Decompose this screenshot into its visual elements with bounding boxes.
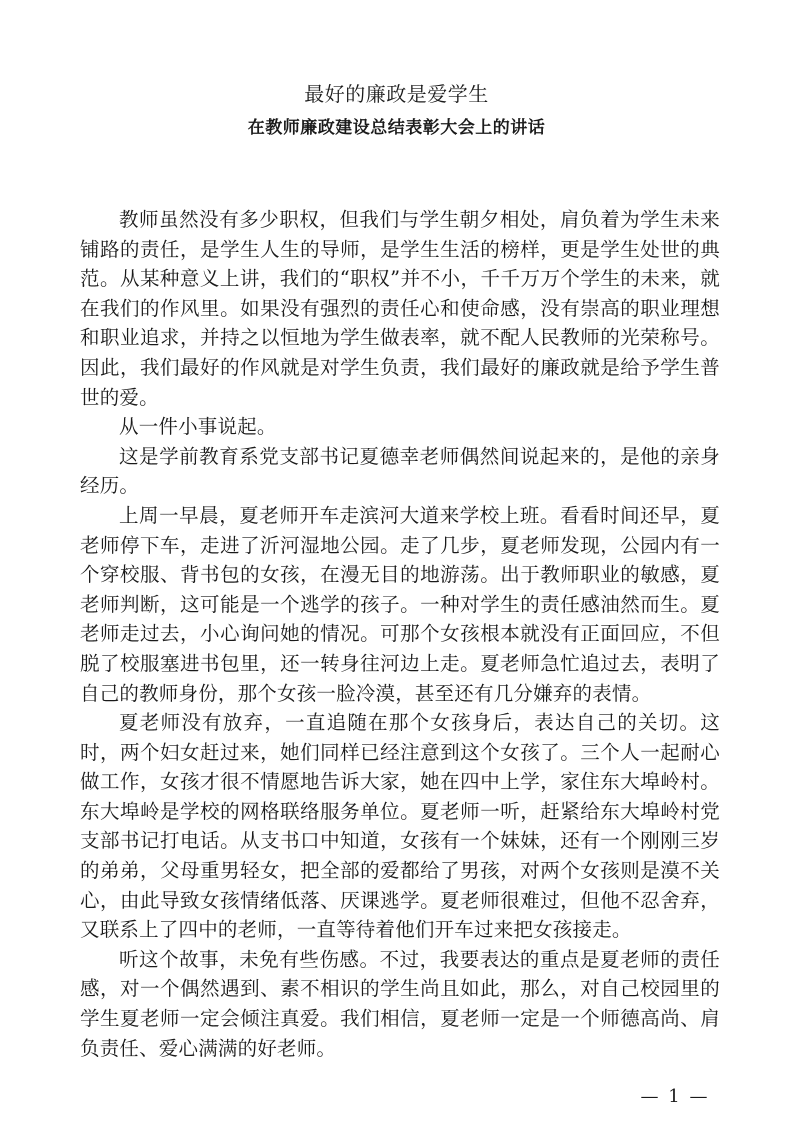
paragraph: 从一件小事说起。	[119, 415, 277, 439]
document-body	[80, 205, 720, 1063]
paragraph: 这是学前教育系党支部书记夏德幸老师偶然间说起来的，是他的亲身经历。	[80, 444, 720, 498]
page-number: — 1 —	[640, 1086, 710, 1107]
paragraph: 教师虽然没有多少职权，但我们与学生朝夕相处，肩负着为学生未来铺路的责任，是学生人生的导师，是学生生活的榜样，更是学生处世的典范。从某种意义上讲，我们的“职权”并不小，千千万万个学生的未来，就在我们的作风里。如果没有强烈的责任心和使命感，没有崇高的职业理想和职业追求，并持之以恒地为学生做表率，就不配人民教师的光荣称号。因此，我们最好的作风就是对学生负责，我们最好的廉政就是给予学生普世的爱。	[80, 208, 720, 409]
paragraph: 上周一早晨，夏老师开车走滨河大道来学校上班。看看时间还早，夏老师停下车，走进了沂河湿地公园。走了几步，夏老师发现，公园内有一个穿校服、背书包的女孩，在漫无目的地游荡。出于教师职业的敏感，夏老师判断，这可能是一个逃学的孩子。一种对学生的责任感油然而生。夏老师走过去，小心询问她的情况。可那个女孩根本就没有正面回应，不但脱了校服塞进书包里，还一转身往河边上走。夏老师急忙追过去，表明了自己的教师身份，那个女孩一脸冷漠，甚至还有几分嫌弃的表情。	[80, 503, 720, 705]
document-subtitle: 在教师廉政建设总结表彰大会上的讲话	[247, 118, 546, 138]
document-title: 最好的廉政是爱学生	[304, 82, 489, 106]
paragraph: 听这个故事，未免有些伤感。不过，我要表达的重点是夏老师的责任感，对一个偶然遇到、素不相识的学生尚且如此，那么，对自己校园里的学生夏老师一定会倾注真爱。我们相信，夏老师一定是一个师德高尚、肩负责任、爱心满满的好老师。	[80, 947, 720, 1060]
paragraph: 夏老师没有放弃，一直追随在那个女孩身后，表达自己的关切。这时，两个妇女赶过来，她们同样已经注意到这个女孩了。三个人一起耐心做工作，女孩才很不情愿地告诉大家，她在四中上学，家住东大埠岭村。东大埠岭是学校的网格联络服务单位。夏老师一听，赶紧给东大埠岭村党支部书记打电话。从支书口中知道，女孩有一个妹妹，还有一个刚刚三岁的弟弟，父母重男轻女，把全部的爱都给了男孩，对两个女孩则是漠不关心，由此导致女孩情绪低落、厌课逃学。夏老师很难过，但他不忍舍弃，又联系上了四中的老师，一直等待着他们开车过来把女孩接走。	[80, 711, 720, 942]
